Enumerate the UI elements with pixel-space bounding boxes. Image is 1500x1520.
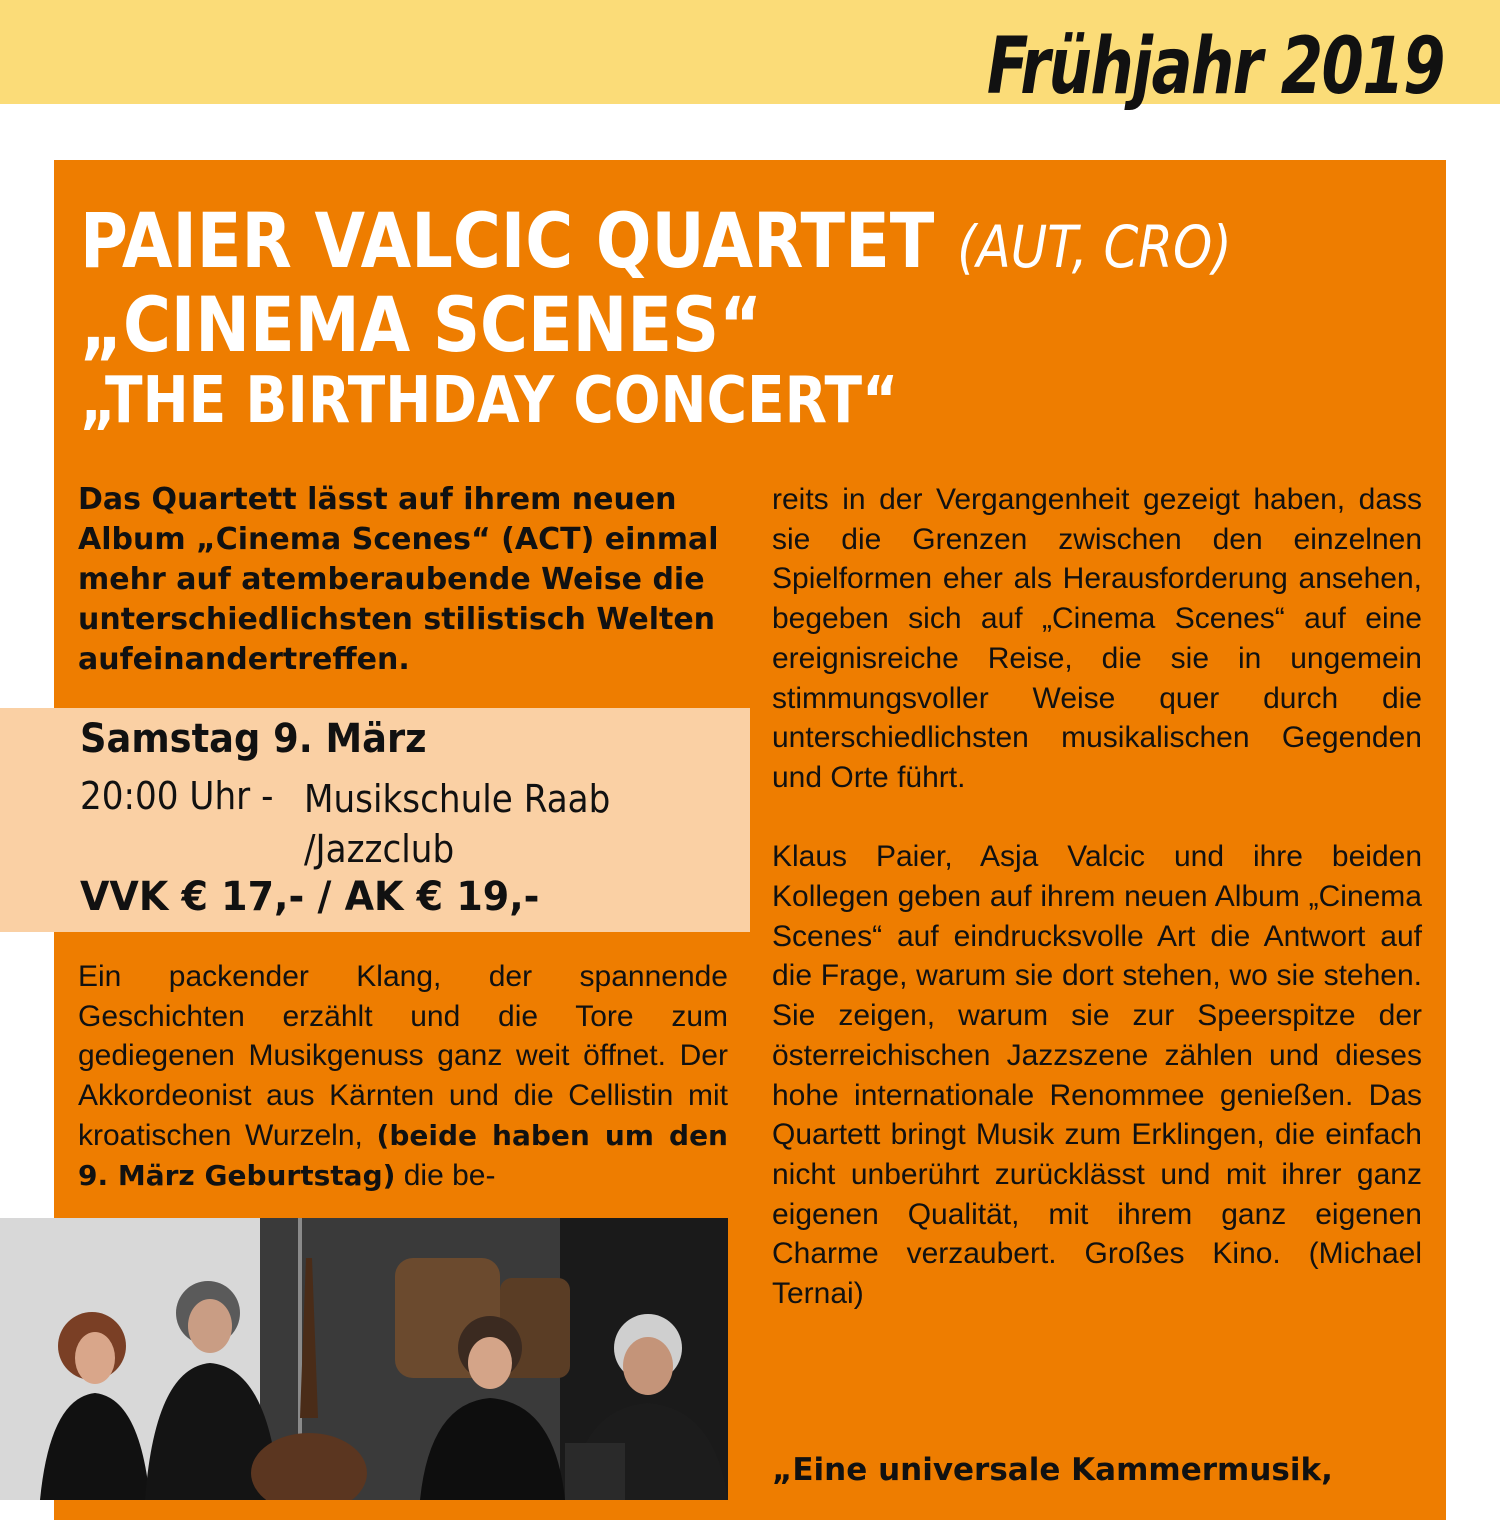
headline-band-name [80, 196, 1232, 285]
season-title: Frühjahr 2019 [987, 22, 1444, 112]
venue-line-1: Musikschule Raab [304, 777, 611, 821]
band-origin: (AUT, CRO) [957, 213, 1232, 281]
headline-subtitle: „THE BIRTHDAY CONCERT“ [80, 364, 899, 438]
birthday-note: (beide haben um den 9. März Geburtstag) [78, 1118, 728, 1192]
band-photo-illustration [0, 1218, 728, 1500]
headline-album: „CINEMA SCENES“ [80, 280, 763, 369]
event-date: Samstag 9. März [80, 716, 427, 762]
body-left-text: Ein packender Klang, der spannende Geschichten erzählt und die Tore zum gediegenen Musikgenuss ganz weit öffnet. Der Akkordeonist aus Kärnten und die Cellistin mit kroatischen Wurzeln, [78, 960, 728, 1152]
event-time: 20:00 Uhr - [80, 774, 274, 818]
body-right-paragraph-1: reits in der Vergangenheit gezeigt haben, dass sie die Grenzen zwischen den einzelnen Spielformen eher als Herausforderung ansehen, begeben sich auf „Cinema Scenes“ auf eine ereignisreiche Reise, die sie in ungemein stimmungsvoller Weise quer durch die unterschiedlichsten musikalischen Gegenden und Orte führt. [772, 483, 1422, 794]
body-text-right [772, 480, 1422, 1314]
body-left-continuation: die be- [403, 1158, 496, 1192]
body-right-paragraph-2: Klaus Paier, Asja Valcic und ihre beiden Kollegen geben auf ihrem neuen Album „Cinema Scenes“ auf eindrucksvolle Art die Antwort auf die Frage, warum sie dort stehen, wo sie stehen. Sie zeigen, warum sie zur Speerspitze der österreichischen Jazzszene zählen und dieses hohe internationale Renommee genießen. Das Quartett bringt Musik zum Erklingen, die einfach nicht unberührt zurücklässt und mit ihrer ganz eigenen Qualität, mit ihrem ganz eigenen Charme verzaubert. Großes Kino. (Michael Ternai) [772, 840, 1422, 1311]
band-name: PAIER VALCIC QUARTET [80, 196, 935, 285]
body-text-left [78, 957, 728, 1195]
band-photo [0, 1218, 728, 1500]
event-venue [304, 774, 610, 874]
venue-line-2: /Jazzclub [304, 827, 455, 871]
event-price: VVK € 17,- / AK € 19,- [80, 874, 540, 920]
press-quote: „Eine universale Kammermusik, [772, 1452, 1333, 1488]
header-band [0, 0, 1500, 112]
lead-paragraph: Das Quartett lässt auf ihrem neuen Album „Cinema Scenes“ (ACT) einmal mehr auf atemberaubende Weise die unterschiedlichsten stilistisch Welten aufeinandertreffen. [78, 482, 719, 677]
